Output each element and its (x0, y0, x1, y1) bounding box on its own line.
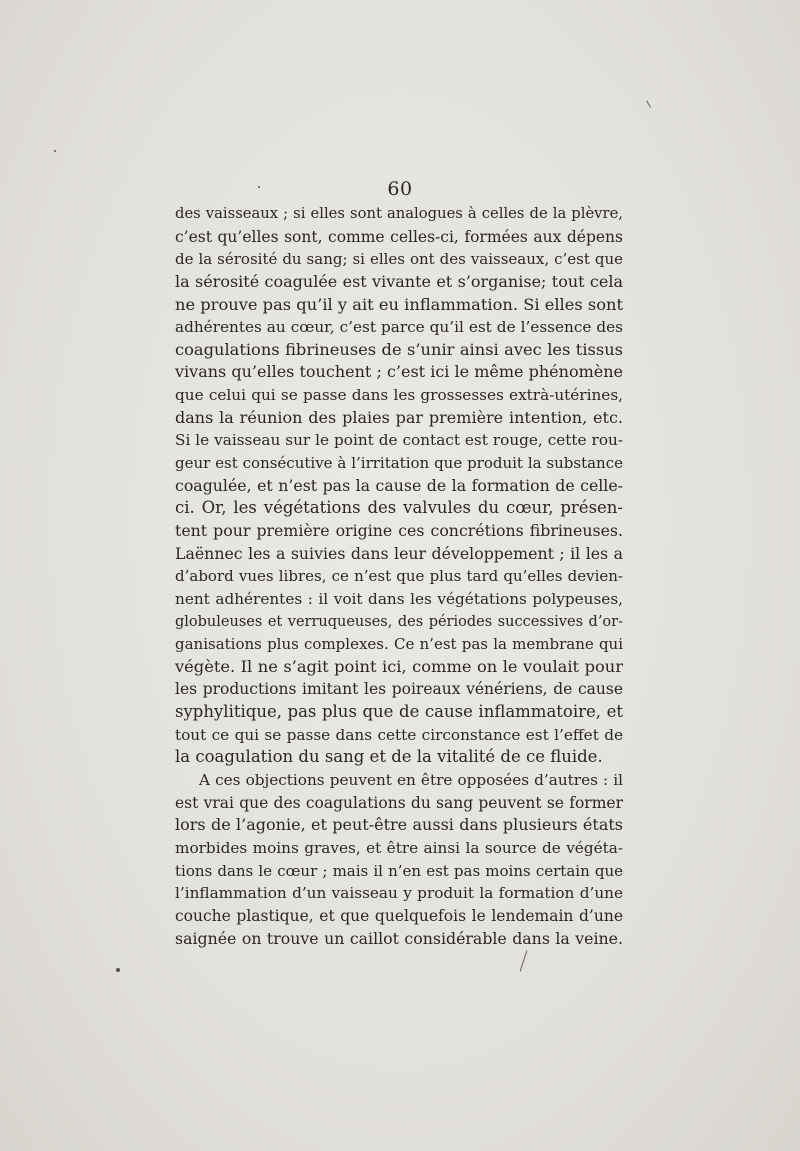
text-line: tions dans le cœur ; mais il n’en est pas moins certain que (175, 861, 623, 880)
text-line: les productions imitant les poireaux vénériens, de cause (175, 680, 623, 699)
page-number: 60 (387, 178, 413, 200)
text-line: la coagulation du sang et de la vitalité de ce fluide. (175, 747, 603, 767)
text-line: ci. Or, les végétations des valvules du cœur, présen- (175, 498, 623, 518)
text-line: lors de l’agonie, et peut-être aussi dans plusieurs états (175, 815, 623, 835)
text-line: Laënnec les a suivies dans leur développement ; il les a (175, 543, 623, 563)
text-line: est vrai que des coagulations du sang peuvent se former (175, 793, 623, 812)
paper-mark (646, 100, 651, 107)
text-line: morbides moins graves, et être ainsi la source de végéta- (175, 838, 623, 857)
ink-speck (54, 150, 56, 152)
text-line: de la sérosité du sang; si elles ont des vaisseaux, c’est que (175, 250, 623, 269)
text-line: nent adhérentes : il voit dans les végétations polypeuses, (175, 589, 623, 608)
text-line: saignée on trouve un caillot considérable dans la veine. (175, 928, 623, 948)
text-line: vivans qu’elles touchent ; c’est ici le même phénomène (175, 362, 623, 382)
text-line: coagulations fibrineuses de s’unir ainsi avec les tissus (175, 339, 623, 359)
text-line: adhérentes au cœur, c’est parce qu’il est de l’essence des (175, 318, 623, 337)
text-line: globuleuses et verruqueuses, des périodes successives d’or- (175, 613, 623, 630)
text-line: syphylitique, pas plus que de cause inflammatoire, et (175, 702, 623, 722)
text-line: la sérosité coagulée est vivante et s’organise; tout cela (175, 271, 623, 291)
text-line: ne prouve pas qu’il y ait eu inflammation. Si elles sont (175, 294, 623, 314)
paper-mark (520, 950, 528, 971)
text-line: c’est qu’elles sont, comme celles-ci, formées aux dépens (175, 227, 623, 246)
text-line: couche plastique, et que quelquefois le lendemain d’une (175, 906, 623, 925)
text-line: des vaisseaux ; si elles sont analogues à celles de la plèvre, (175, 205, 623, 222)
text-line: Si le vaisseau sur le point de contact est rouge, cette rou- (175, 431, 623, 450)
text-line: l’inflammation d’un vaisseau y produit la formation d’une (175, 884, 623, 903)
text-line: coagulée, et n’est pas la cause de la formation de celle- (175, 475, 623, 495)
text-line: ganisations plus complexes. Ce n’est pas la membrane qui (175, 635, 623, 654)
text-line: tout ce qui se passe dans cette circonstance est l’effet de (175, 725, 623, 744)
body-text (175, 203, 623, 950)
text-line: d’abord vues libres, ce n’est que plus tard qu’elles devien- (175, 567, 623, 586)
ink-speck (116, 968, 120, 972)
text-line: dans la réunion des plaies par première intention, etc. (175, 407, 623, 427)
text-line: tent pour première origine ces concrétions fibrineuses. (175, 520, 623, 540)
text-line: végète. Il ne s’agit point ici, comme on le voulait pour (175, 656, 623, 676)
text-line: A ces objections peuvent en être opposées d’autres : il (199, 771, 623, 790)
text-line: geur est consécutive à l’irritation que produit la substance (175, 454, 623, 473)
text-line: que celui qui se passe dans les grossesses extrà-utérines, (175, 386, 623, 405)
